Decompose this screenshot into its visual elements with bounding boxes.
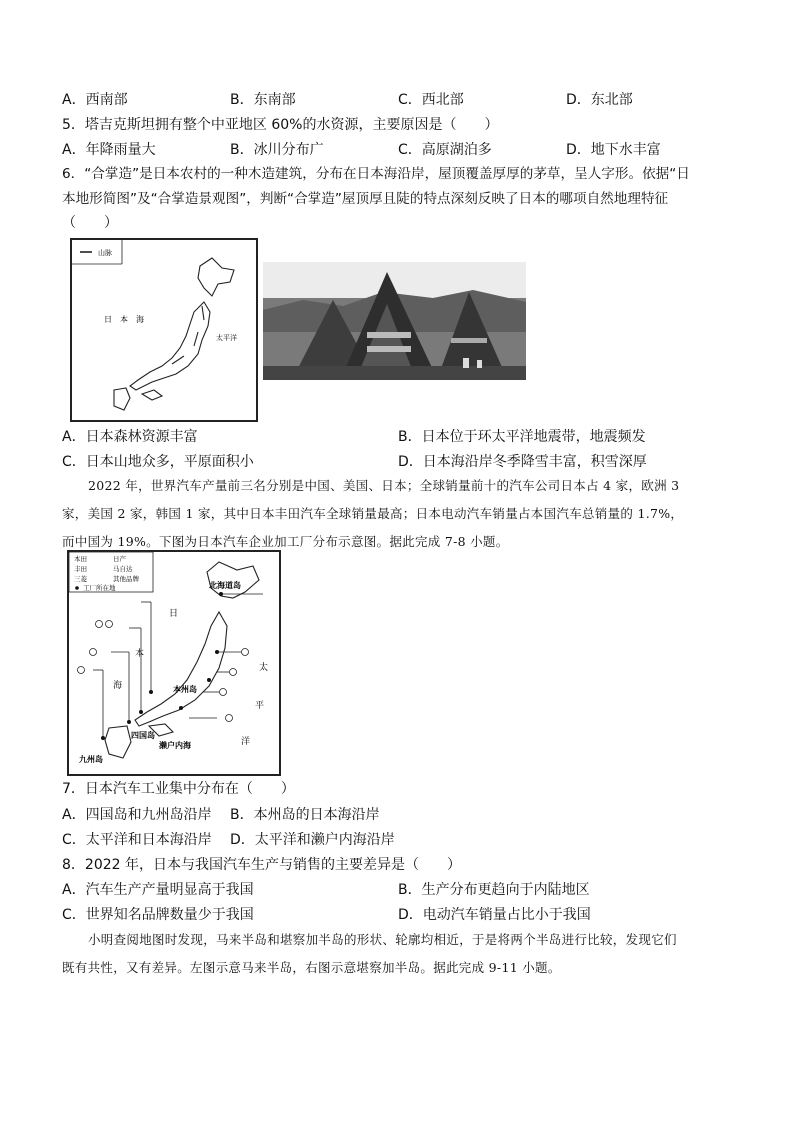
legend-honda: 本田 <box>74 555 87 563</box>
q6-option-b[interactable]: B．日本位于环太平洋地震带，地震频发 <box>398 429 646 445</box>
legend-factory: 工厂所在地 <box>83 584 116 592</box>
q8-option-c[interactable]: C．世界知名品牌数量少于我国 <box>62 907 254 923</box>
passage-7-8-line1: 2022 年，世界汽车产量前三名分别是中国、美国、日本；全球销量前十的汽车公司日本占 4 家，欧洲 3 <box>88 478 680 493</box>
legend-other: 其他品牌 <box>113 575 139 583</box>
legend-mazda: 马自达 <box>113 565 133 573</box>
q7-option-a[interactable]: A．四国岛和九州岛沿岸 <box>62 807 212 823</box>
legend-toyota: 丰田 <box>74 565 87 573</box>
q4-option-c[interactable]: C．西北部 <box>398 92 464 108</box>
q6-option-d[interactable]: D．日本海沿岸冬季降雪丰富，积雪深厚 <box>398 454 647 470</box>
q4-option-a[interactable]: A．西南部 <box>62 92 128 108</box>
passage-9-11-line2: 既有共性，又有差异。左图示意马来半岛，右图示意堪察加半岛。据此完成 9-11 小题。 <box>62 960 561 975</box>
q7-option-c[interactable]: C．太平洋和日本海沿岸 <box>62 832 212 848</box>
q6-stem-line3: （ ） <box>62 215 118 231</box>
q5-option-d[interactable]: D．地下水丰富 <box>566 142 661 158</box>
factory-map-legend <box>69 552 153 592</box>
q5-option-b[interactable]: B．冰川分布广 <box>230 142 324 158</box>
q5-option-c[interactable]: C．高原湖泊多 <box>398 142 492 158</box>
q6-option-a[interactable]: A．日本森林资源丰富 <box>62 429 198 445</box>
legend-nissan: 日产 <box>113 555 126 563</box>
label-sea-ri: 日 <box>169 609 179 619</box>
q7-option-d[interactable]: D．太平洋和濑户内海沿岸 <box>230 832 395 848</box>
legend-mitsubishi: 三菱 <box>74 575 87 583</box>
label-sea-ben: 本 <box>135 649 145 659</box>
label-sea-hai: 海 <box>113 681 123 691</box>
q7-option-b[interactable]: B．本州岛的日本海沿岸 <box>230 807 380 823</box>
passage-7-8 <box>62 472 734 556</box>
passage-9-11 <box>62 926 734 982</box>
q4-option-b[interactable]: B．东南部 <box>230 92 296 108</box>
q8-option-d[interactable]: D．电动汽车销量占比小于我国 <box>398 907 591 923</box>
q6-stem-line2: 本地形简图”及“合掌造景观图”，判断“合掌造”屋顶厚且陡的特点深刻反映了日本的哪项自然地理特征 <box>62 191 669 207</box>
q8-stem: 8．2022 年，日本与我国汽车生产与销售的主要差异是（ ） <box>62 857 461 873</box>
q5-option-a[interactable]: A．年降雨量大 <box>62 142 156 158</box>
japan-terrain-map <box>70 238 258 422</box>
passage-7-8-line2: 家，美国 2 家，韩国 1 家，其中日本丰田汽车全球销量最高；日本电动汽车销量占本国汽车总销量的 1.7%， <box>62 506 684 521</box>
label-setonaikai: 濑户内海 <box>159 741 191 750</box>
label-kyushu: 九州岛 <box>79 755 103 764</box>
passage-9-11-line1: 小明查阅地图时发现，马来半岛和堪察加半岛的形状、轮廓均相近，于是将两个半岛进行比较，发现它们 <box>88 932 677 947</box>
q8-option-a[interactable]: A．汽车生产产量明显高于我国 <box>62 882 254 898</box>
q7-stem: 7．日本汽车工业集中分布在（ ） <box>62 781 295 797</box>
q5-stem: 5．塔吉克斯坦拥有整个中亚地区 60%的水资源，主要原因是（ ） <box>62 117 499 133</box>
label-shikoku: 四国岛 <box>131 731 155 740</box>
q8-option-b[interactable]: B．生产分布更趋向于内陆地区 <box>398 882 590 898</box>
q6-stem-line1: 6．“合掌造”是日本农村的一种木造建筑，分布在日本海沿岸，屋顶覆盖厚厚的茅草，呈人字形。依据“日 <box>62 166 690 182</box>
legend-mountain-label: 山脉 <box>98 249 112 257</box>
sea-of-japan-label: 日 本 海 <box>104 315 144 324</box>
gassho-zukuri-photo <box>263 262 526 380</box>
label-ocean-yang: 洋 <box>241 737 251 747</box>
q4-option-d[interactable]: D．东北部 <box>566 92 633 108</box>
label-ocean-ping: 平 <box>255 701 265 711</box>
passage-7-8-line3: 而中国为 19%。下图为日本汽车企业加工厂分布示意图。据此完成 7-8 小题。 <box>62 534 509 549</box>
q6-option-c[interactable]: C．日本山地众多，平原面积小 <box>62 454 254 470</box>
japan-car-factory-map <box>67 550 281 776</box>
pacific-ocean-label: 太平洋 <box>216 334 237 342</box>
label-hokkaido: 北海道岛 <box>209 581 241 590</box>
map-legend <box>72 240 122 264</box>
label-ocean-tai: 太 <box>259 663 269 673</box>
label-honshu: 本州岛 <box>173 685 197 694</box>
